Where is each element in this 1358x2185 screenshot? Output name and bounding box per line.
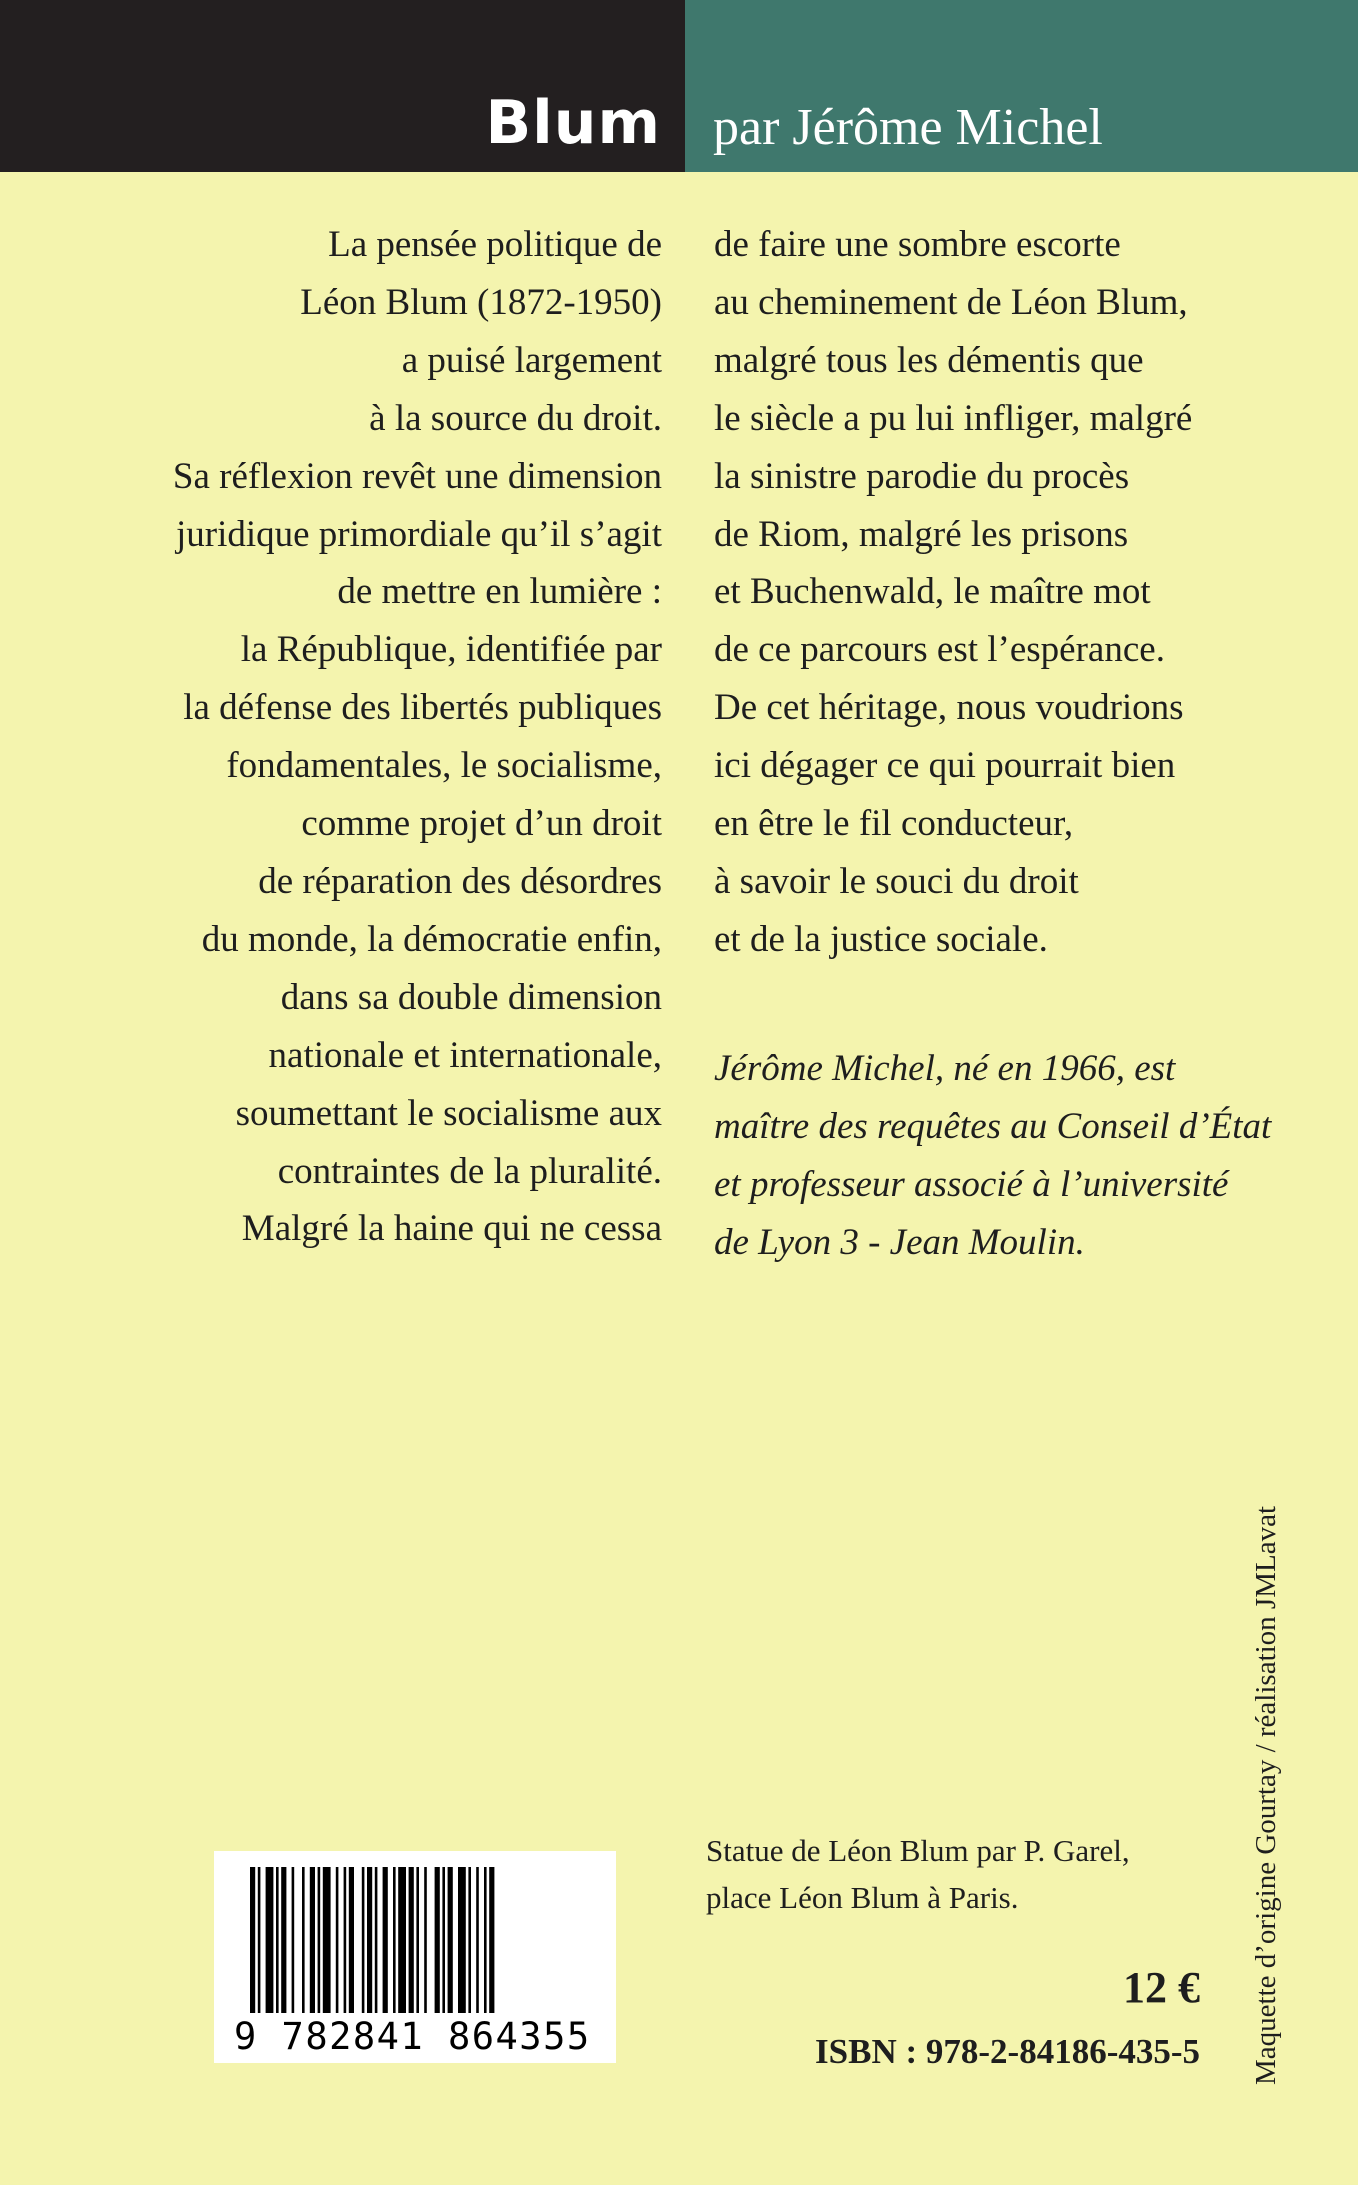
design-credit: Maquette d’origine Gourtay / réalisation JMLavat: [1250, 1505, 1282, 2085]
text-line: la défense des libertés publiques: [183, 687, 662, 729]
text-line: contraintes de la pluralité.: [277, 1150, 662, 1192]
text-line: dans sa double dimension: [280, 976, 662, 1018]
barcode-bar: [448, 1867, 453, 2013]
barcode-bar: [393, 1867, 396, 2013]
barcode-bar: [258, 1867, 261, 2013]
barcode-bar: [318, 1867, 321, 2013]
barcode-bar: [409, 1867, 414, 2013]
barcode-bar: [442, 1867, 445, 2013]
bio-line: et professeur associé à l’université: [714, 1163, 1229, 1205]
text-line: ici dégager ce qui pourrait bien: [714, 745, 1176, 787]
barcode-bar: [266, 1867, 274, 2013]
text-line: malgré tous les démentis que: [714, 339, 1144, 381]
barcode-bar: [435, 1867, 440, 2013]
barcode-bar: [250, 1867, 255, 2013]
summary-column-right: [714, 216, 1274, 969]
text-line: De cet héritage, nous voudrions: [714, 687, 1184, 729]
book-author: par Jérôme Michel: [713, 99, 1103, 156]
barcode-bar: [489, 1867, 494, 2013]
isbn: ISBN : 978-2-84186-435-5: [815, 2032, 1200, 2071]
text-line: de ce parcours est l’espérance.: [714, 629, 1165, 671]
text-line: juridique primordiale qu’il s’agit: [175, 513, 662, 555]
barcode-bar: [424, 1867, 427, 2013]
barcode-bar: [416, 1867, 419, 2013]
barcode-bar: [398, 1867, 406, 2013]
text-line: comme projet d’un droit: [301, 803, 662, 845]
text-line: soumettant le socialisme aux: [235, 1092, 662, 1134]
text-line: de faire une sombre escorte: [714, 224, 1121, 265]
barcode-bar: [484, 1867, 487, 2013]
barcode: [214, 1851, 616, 2063]
text-line: en être le fil conducteur,: [714, 803, 1074, 845]
text-line: nationale et internationale,: [268, 1034, 662, 1076]
text-line: le siècle a pu lui infliger, malgré: [714, 397, 1193, 439]
barcode-bar: [367, 1867, 372, 2013]
bio-line: de Lyon 3 - Jean Moulin.: [714, 1221, 1085, 1263]
text-line: Sa réflexion revêt une dimension: [172, 455, 662, 497]
barcode-bar: [302, 1867, 305, 2013]
header-author-band: [685, 0, 1358, 172]
text-line: Malgré la haine qui ne cessa: [241, 1208, 662, 1250]
caption-line: place Léon Blum à Paris.: [706, 1880, 1019, 1915]
text-line: fondamentales, le socialisme,: [226, 745, 662, 787]
barcode-bar: [310, 1867, 315, 2013]
price: 12 €: [1123, 1963, 1200, 2012]
text-line: du monde, la démocratie enfin,: [201, 918, 662, 960]
text-line: et Buchenwald, le maître mot: [714, 571, 1151, 613]
text-line: au cheminement de Léon Blum,: [714, 281, 1188, 323]
text-line: de réparation des désordres: [258, 860, 662, 902]
text-line: de mettre en lumière :: [337, 571, 662, 613]
barcode-bar: [344, 1867, 347, 2013]
summary-column-left: [80, 216, 662, 1258]
barcode-bar: [476, 1867, 479, 2013]
cover-caption: [706, 1827, 1206, 1921]
text-line: de Riom, malgré les prisons: [714, 513, 1129, 555]
header-title-band: [0, 0, 685, 172]
caption-line: Statue de Léon Blum par P. Garel,: [706, 1833, 1130, 1868]
barcode-digits: 9 782841 864355: [234, 2015, 591, 2058]
barcode-bar: [375, 1867, 378, 2013]
barcode-bar: [349, 1867, 354, 2013]
barcode-bar: [336, 1867, 339, 2013]
text-line: La pensée politique de: [328, 224, 662, 265]
barcode-bar: [383, 1867, 388, 2013]
barcode-bar: [468, 1867, 471, 2013]
text-line: à la source du droit.: [369, 397, 662, 439]
text-line: Léon Blum (1872-1950): [300, 281, 662, 323]
barcode-bar: [281, 1867, 286, 2013]
barcode-bar: [362, 1867, 365, 2013]
book-title: Blum: [485, 88, 661, 158]
barcode-bar: [292, 1867, 295, 2013]
text-line: à savoir le souci du droit: [714, 860, 1079, 902]
bio-line: maître des requêtes au Conseil d’État: [714, 1105, 1272, 1147]
author-bio: [714, 1040, 1274, 1272]
text-line: la sinistre parodie du procès: [714, 455, 1130, 497]
text-line: et de la justice sociale.: [714, 918, 1048, 960]
barcode-bar: [276, 1867, 279, 2013]
barcode-bar: [323, 1867, 331, 2013]
barcode-bar: [458, 1867, 466, 2013]
bio-line: Jérôme Michel, né en 1966, est: [714, 1048, 1176, 1089]
text-line: a puisé largement: [401, 339, 662, 381]
text-line: la République, identifiée par: [240, 629, 662, 671]
